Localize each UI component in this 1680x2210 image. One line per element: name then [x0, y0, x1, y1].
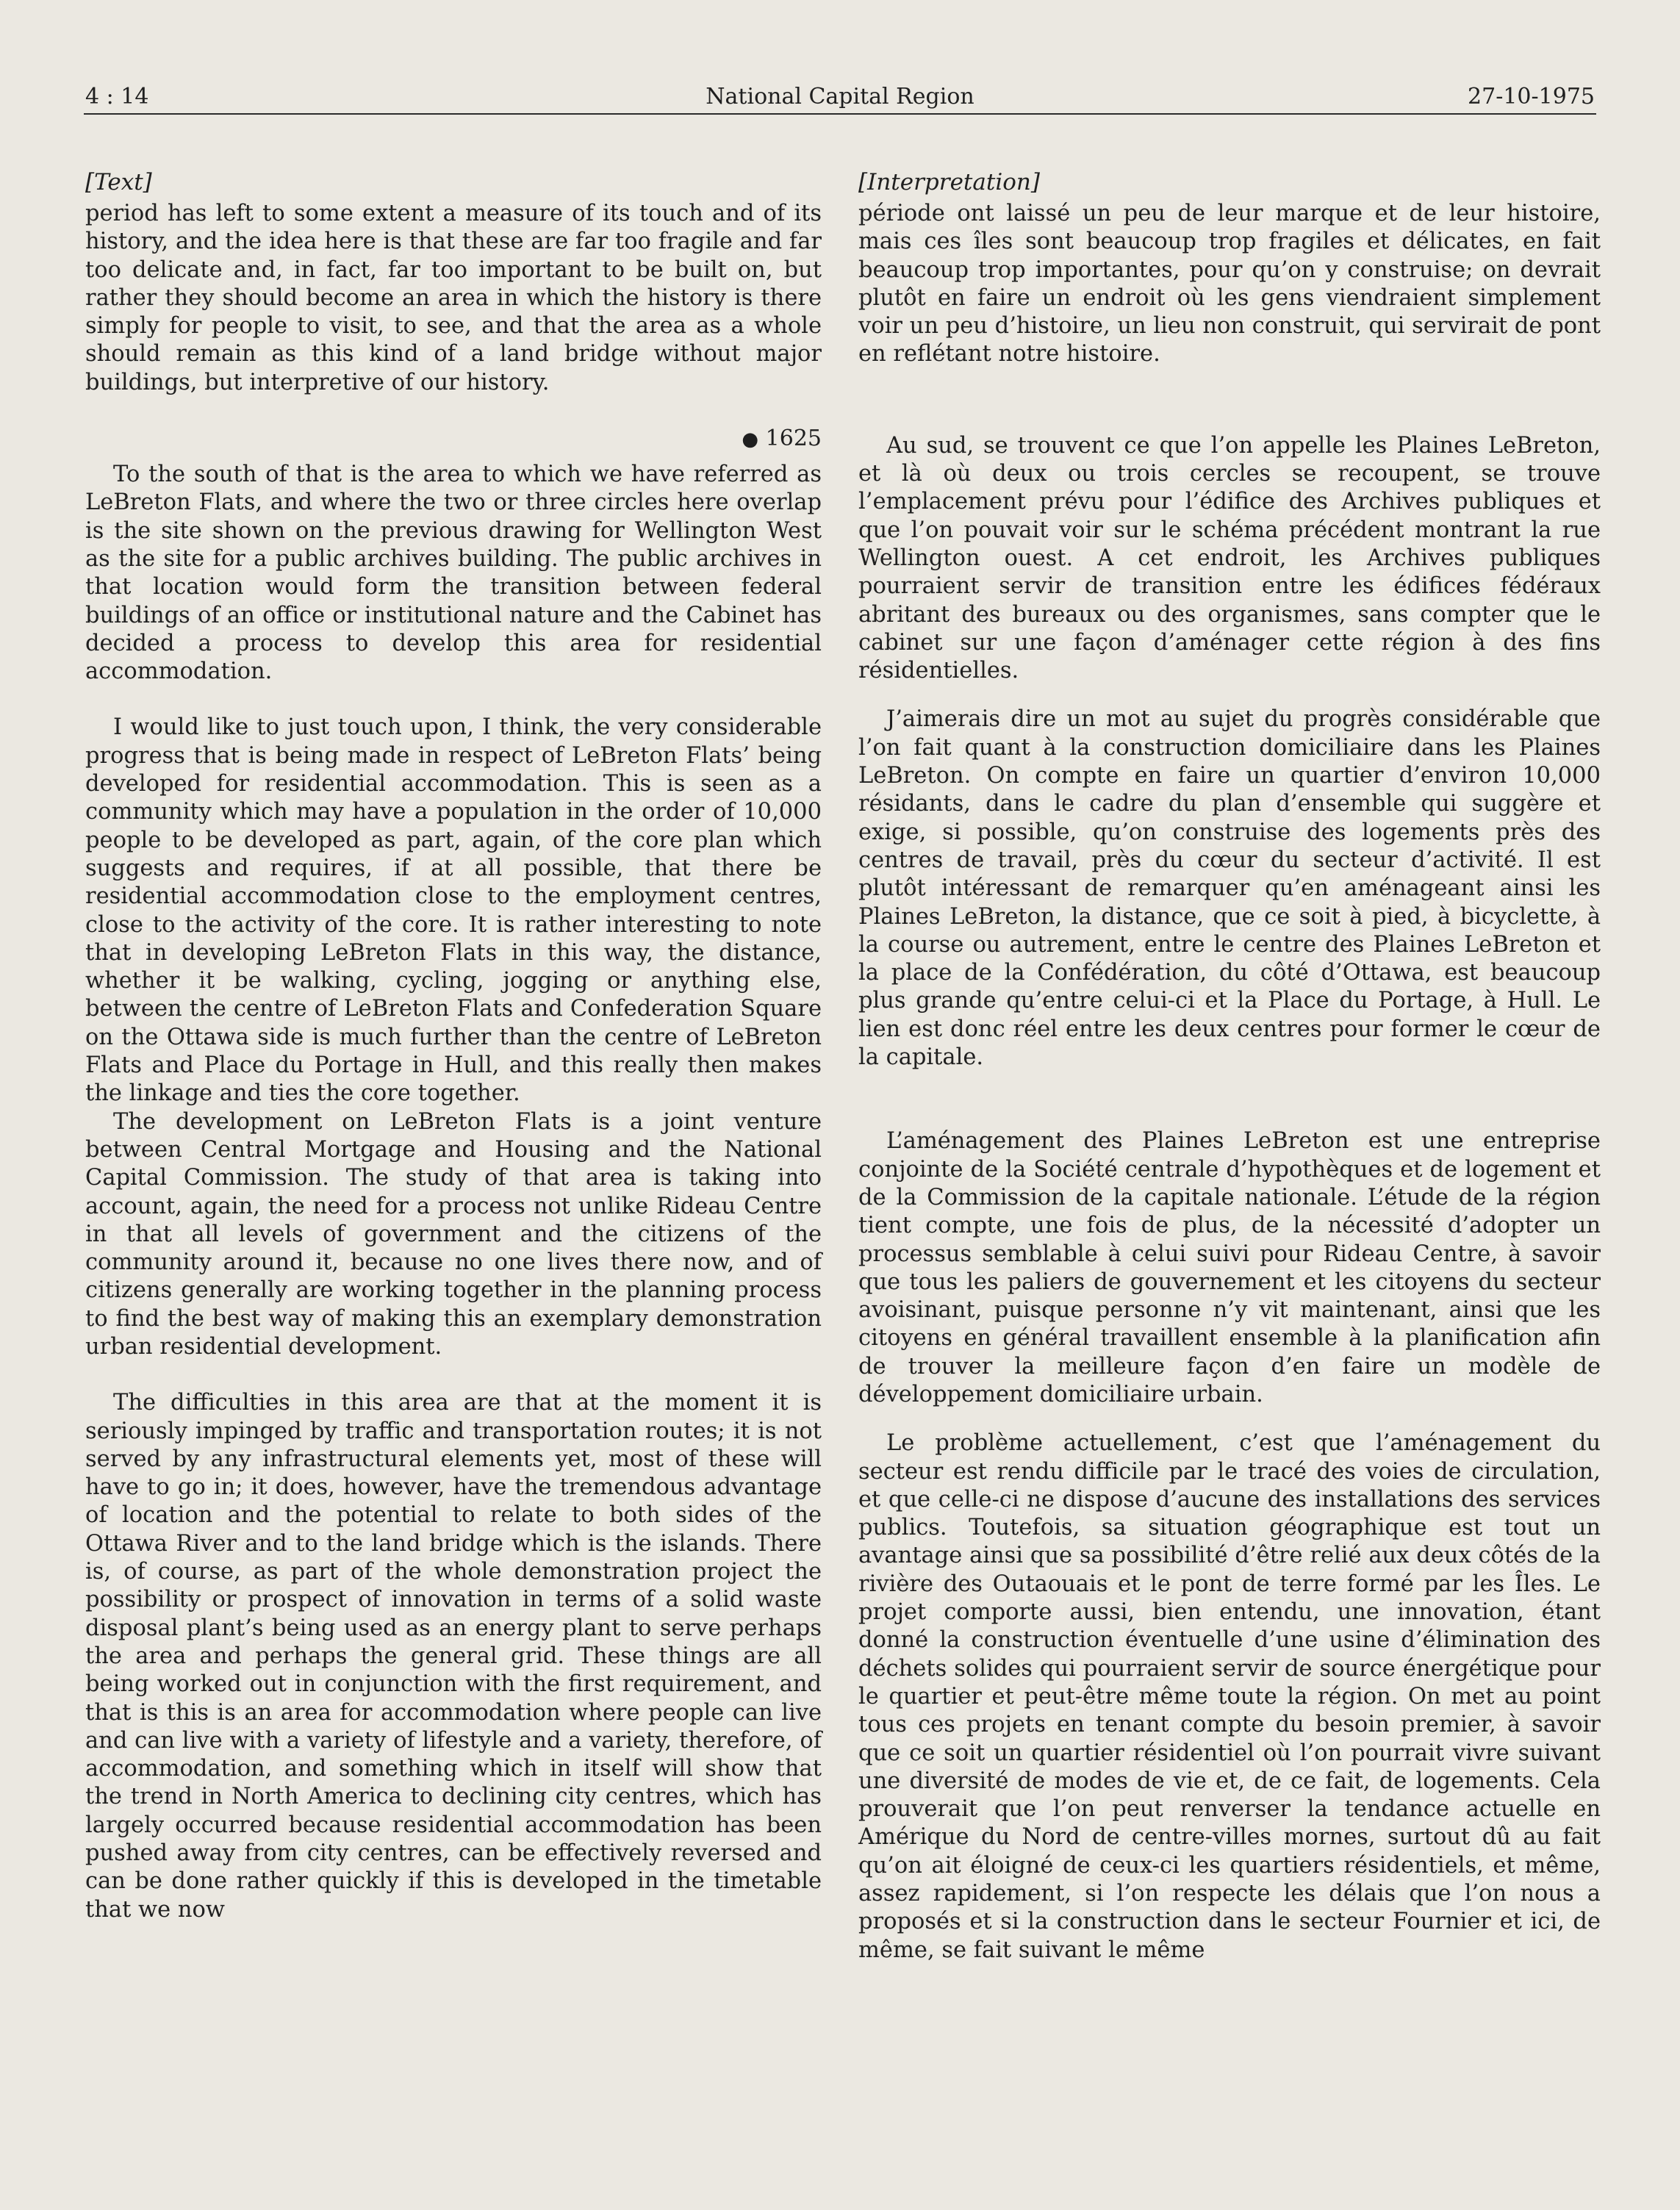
- running-title: National Capital Region: [706, 84, 974, 110]
- paragraph-fr-3: J’aimerais dire un mot au sujet du progrès considérable que l’on fait quant à la construction domiciliaire dans les Plaines LeBreton. On compte en faire un quartier d’environ 10,000 résidants, dans le cadre du plan d’ensemble qui suggère et exige, si possible, qu’on construise des logements près des centres de travail, près du cœur du secteur d’activité. Il est plutôt intéressant de remarquer qu’en aménageant ainsi les Plaines LeBreton, la distance, que ce soit à pied, à bicyclette, à la course ou autrement, entre le centre des Plaines LeBreton et la place de la Confédération, du côté d’Ottawa, est beaucoup plus grande qu’entre celui-ci et la Place du Portage, à Hull. Le lien est donc réel entre les deux centres pour former le cœur de la capitale.: [858, 706, 1601, 1071]
- time-marker: [85, 425, 822, 453]
- bullet-icon: ●: [742, 428, 759, 451]
- paragraph-fr-5: Le problème actuellement, c’est que l’aménagement du secteur est rendu difficile par le tracé des voies de circulation, et que celle-ci ne dispose d’aucune des installations des services publics. Toutefois, sa situation géographique est tout un avantage ainsi que sa possibilité d’être relié aux deux côtés de la rivière des Outaouais et le pont de terre formé par les Îles. Le projet comporte aussi, bien entendu, une innovation, étant donné la construction éventuelle d’une usine d’élimination des déchets solides qui pourraient servir de source énergétique pour le quartier et peut-être même toute la région. On met au point tous ces projets en tenant compte du besoin premier, à savoir que ce soit un quartier résidentiel où l’on pourrait vivre suivant une diversité de modes de vie et, de ce fait, de logements. Cela prouverait que l’on peut renverser la tendance actuelle en Amérique du Nord de centre-villes mornes, surtout dû au fait qu’on ait éloigné de ceux-ci les quartiers résidentiels, et même, assez rapidement, si l’on respecte les délais que l’on nous a proposés et si la construction dans le secteur Fournier et ici, de même, se fait suivant le même: [858, 1430, 1601, 1963]
- time-marker-value: 1625: [765, 426, 822, 452]
- header-date: 27-10-1975: [1468, 84, 1595, 110]
- text-column-french: [858, 168, 1601, 1965]
- page-number: 4 : 14: [85, 84, 149, 110]
- paragraph-en-2: To the south of that is the area to which we have referred as LeBreton Flats, and where the two or three circles here overlap is the site shown on the previous drawing for Wellington West as the site for a public archives building. The public archives in that location would form the transition between federal buildings of an office or institutional nature and the Cabinet has decided a process to develop this area for residential accommodation.: [85, 462, 822, 685]
- header-rule: [84, 113, 1596, 115]
- paragraph-fr-1: période ont laissé un peu de leur marque et de leur histoire, mais ces îles sont beaucoup trop fragiles et délicates, en fait beaucoup trop importantes, pour qu’on y construise; on devrait plutôt en faire un endroit où les gens viendraient simplement voir un peu d’histoire, un lieu non construit, qui servirait de pont en reflétant notre histoire.: [858, 201, 1601, 367]
- paragraph-en-1: period has left to some extent a measure of its touch and of its history, and the idea here is that these are far too fragile and far too delicate and, in fact, far too important to be built on, but rather they should become an area in which the history is there simply for people to visit, to see, and that the area as a whole should remain as this kind of a land bridge without major buildings, but interpretive of our history.: [85, 201, 822, 395]
- column-label-text: [Text]: [85, 169, 152, 195]
- paragraph-en-3: I would like to just touch upon, I think, the very considerable progress that is being made in respect of LeBreton Flats’ being developed for residential accommodation. This is seen as a community which may have a population in the order of 10,000 people to be developed as part, again, of the core plan which suggests and requires, if at all possible, that there be residential accommodation close to the employment centres, close to the activity of the core. It is rather interesting to note that in developing LeBreton Flats in this way, the distance, whether it be walking, cycling, jogging or anything else, between the centre of LeBreton Flats and Confederation Square on the Ottawa side is much further than the centre of LeBreton Flats and Place du Portage in Hull, and this really then makes the linkage and ties the core together.: [85, 714, 822, 1107]
- paragraph-fr-2: Au sud, se trouvent ce que l’on appelle les Plaines LeBreton, et là où deux ou trois cercles se recoupent, se trouve l’emplacement prévu pour l’édifice des Archives publiques et que l’on pouvait voir sur le schéma précédent montrant la rue Wellington ouest. A cet endroit, les Archives publiques pourraient servir de transition entre les édifices fédéraux abritant des bureaux ou des organismes, sans compter que le cabinet sur une façon d’aménager cette région à des fins résidentielles.: [858, 432, 1601, 684]
- paragraph-fr-4: L’aménagement des Plaines LeBreton est une entreprise conjointe de la Société centrale d’hypothèques et de logement et de la Commission de la capitale nationale. L’étude de la région tient compte, une fois de plus, de la nécessité d’adopter un processus semblable à celui suivi pour Rideau Centre, à savoir que tous les paliers de gouvernement et les citoyens du secteur avoisinant, puisque personne n’y vit maintenant, ainsi que les citoyens en général travaillent ensemble à la planification afin de trouver la meilleure façon d’en faire un modèle de développement domiciliaire urbain.: [858, 1128, 1601, 1407]
- text-column-english: [85, 168, 822, 1924]
- column-label-interpretation: [Interpretation]: [858, 169, 1040, 195]
- page-header: [85, 79, 1595, 115]
- paragraph-en-4: The development on LeBreton Flats is a joint venture between Central Mortgage and Housing and the National Capital Commission. The study of that area is taking into account, again, the need for a process not unlike Rideau Centre in that all levels of government and the citizens of the community around it, because no one lives there now, and of citizens generally are working together in the planning process to find the best way of making this an exemplary demonstration urban residential development.: [85, 1108, 822, 1360]
- paragraph-en-5: The difficulties in this area are that at the moment it is seriously impinged by traffic and transportation routes; it is not served by any infrastructural elements yet, most of these will have to go in; it does, however, have the tremendous advantage of location and the potential to relate to both sides of the Ottawa River and to the land bridge which is the islands. There is, of course, as part of the whole demonstration project the possibility or prospect of innovation in terms of a solid waste disposal plant’s being used as an energy plant to serve perhaps the area and perhaps the general grid. These things are all being worked out in conjunction with the first requirement, and that is this is an area for accommodation where people can live and can live with a variety of lifestyle and a variety, therefore, of accommodation, and something which in itself will show that the trend in North America to declining city centres, which has largely occurred because residential accommodation has been pushed away from city centres, can be effectively reversed and can be done rather quickly if this is developed in the timetable that we now: [85, 1390, 822, 1923]
